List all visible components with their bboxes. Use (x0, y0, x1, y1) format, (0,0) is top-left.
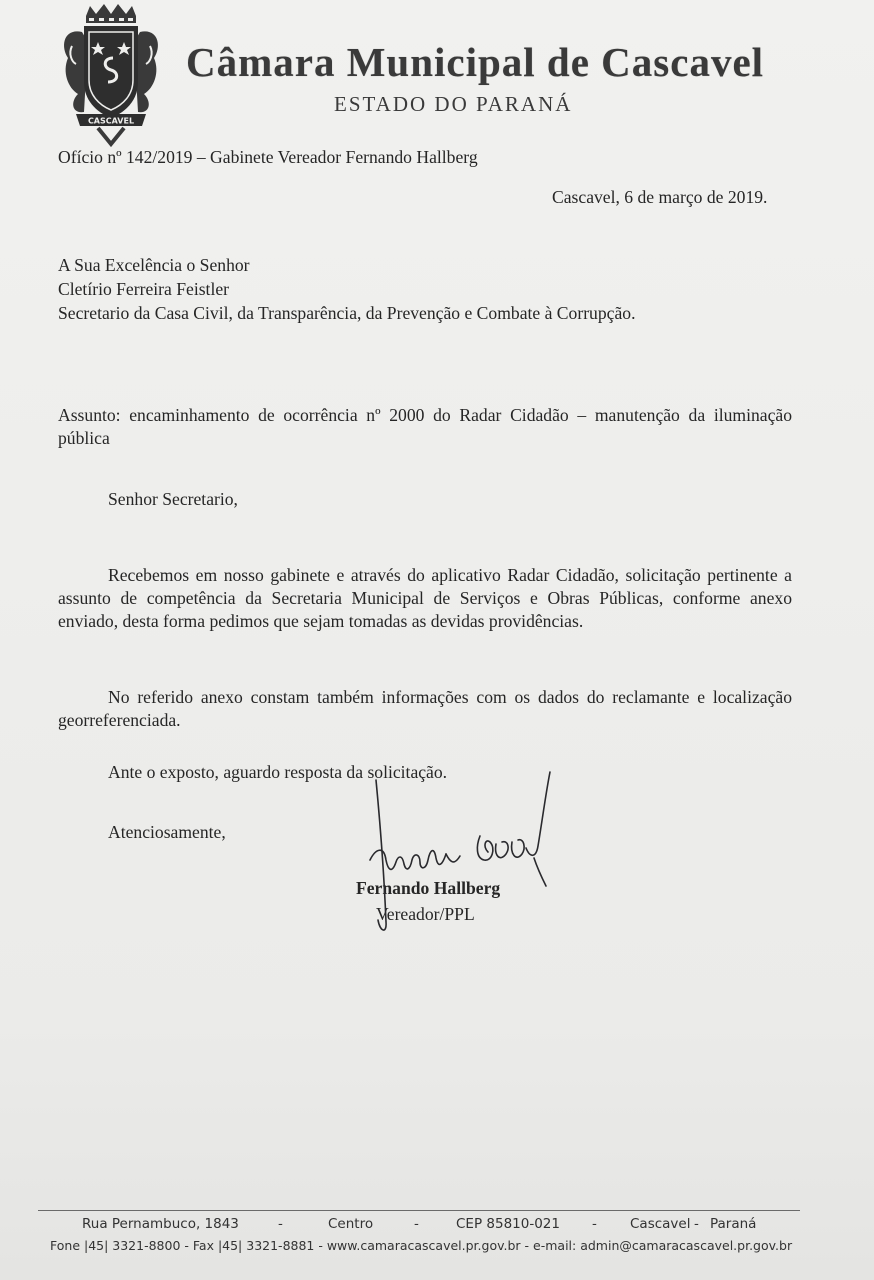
footer-district: Centro (328, 1216, 374, 1232)
state-name: ESTADO DO PARANÁ (334, 92, 573, 116)
institution-name: Câmara Municipal de Cascavel (186, 39, 765, 85)
footer-street: Rua Pernambuco, 1843 (82, 1216, 239, 1232)
footer-separator: - (592, 1216, 597, 1232)
letter-subject: Assunto: encaminhamento de ocorrência nº 2000 do Radar Cidadão – manutenção da iluminação pública (58, 405, 792, 448)
recipient-block (58, 254, 635, 326)
closing-line: Ante o exposto, aguardo resposta da solicitação. (108, 762, 448, 782)
svg-text:CASCAVEL: CASCAVEL (87, 116, 135, 126)
recipient-title: Secretario da Casa Civil, da Transparência, da Prevenção e Combate à Corrupção. (58, 303, 636, 323)
recipient-name: Cletírio Ferreira Feistler (58, 279, 229, 299)
footer-separator: - (414, 1216, 419, 1232)
footer-contacts: Fone |45| 3321-8800 - Fax |45| 3321-8881 - www.camaracascavel.pr.gov.br - e-mail: admin@camaracascavel.pr.gov.br (50, 1238, 793, 1253)
footer-city: Cascavel (630, 1216, 691, 1232)
body-paragraph: Recebemos em nosso gabinete e através do aplicativo Radar Cidadão, solicitação pertinente a assunto de competência da Secretaria Municipal de Serviços e Obras Públicas, conforme anexo enviado, desta forma pedimos que sejam tomadas as devidas providências. (58, 565, 792, 631)
coat-of-arms-icon (58, 2, 164, 148)
body-paragraph: No referido anexo constam também informações com os dados do reclamante e localização georreferenciada. (58, 687, 792, 730)
footer-divider (38, 1210, 800, 1211)
signer-name: Fernando Hallberg (356, 878, 501, 898)
footer-postal-code: CEP 85810-021 (456, 1216, 560, 1232)
handwritten-signature (350, 762, 560, 934)
footer-separator: - (694, 1216, 699, 1232)
letter-greeting: Senhor Secretario, (108, 489, 238, 509)
letter-date: Cascavel, 6 de março de 2019. (552, 187, 768, 207)
recipient-salutation: A Sua Excelência o Senhor (58, 255, 250, 275)
signer-role: Vereador/PPL (376, 904, 475, 924)
footer-state: Paraná (710, 1216, 757, 1232)
valediction: Atenciosamente, (108, 822, 226, 842)
footer-separator: - (278, 1216, 283, 1232)
letter-reference: Ofício nº 142/2019 – Gabinete Vereador Fernando Hallberg (58, 147, 478, 167)
